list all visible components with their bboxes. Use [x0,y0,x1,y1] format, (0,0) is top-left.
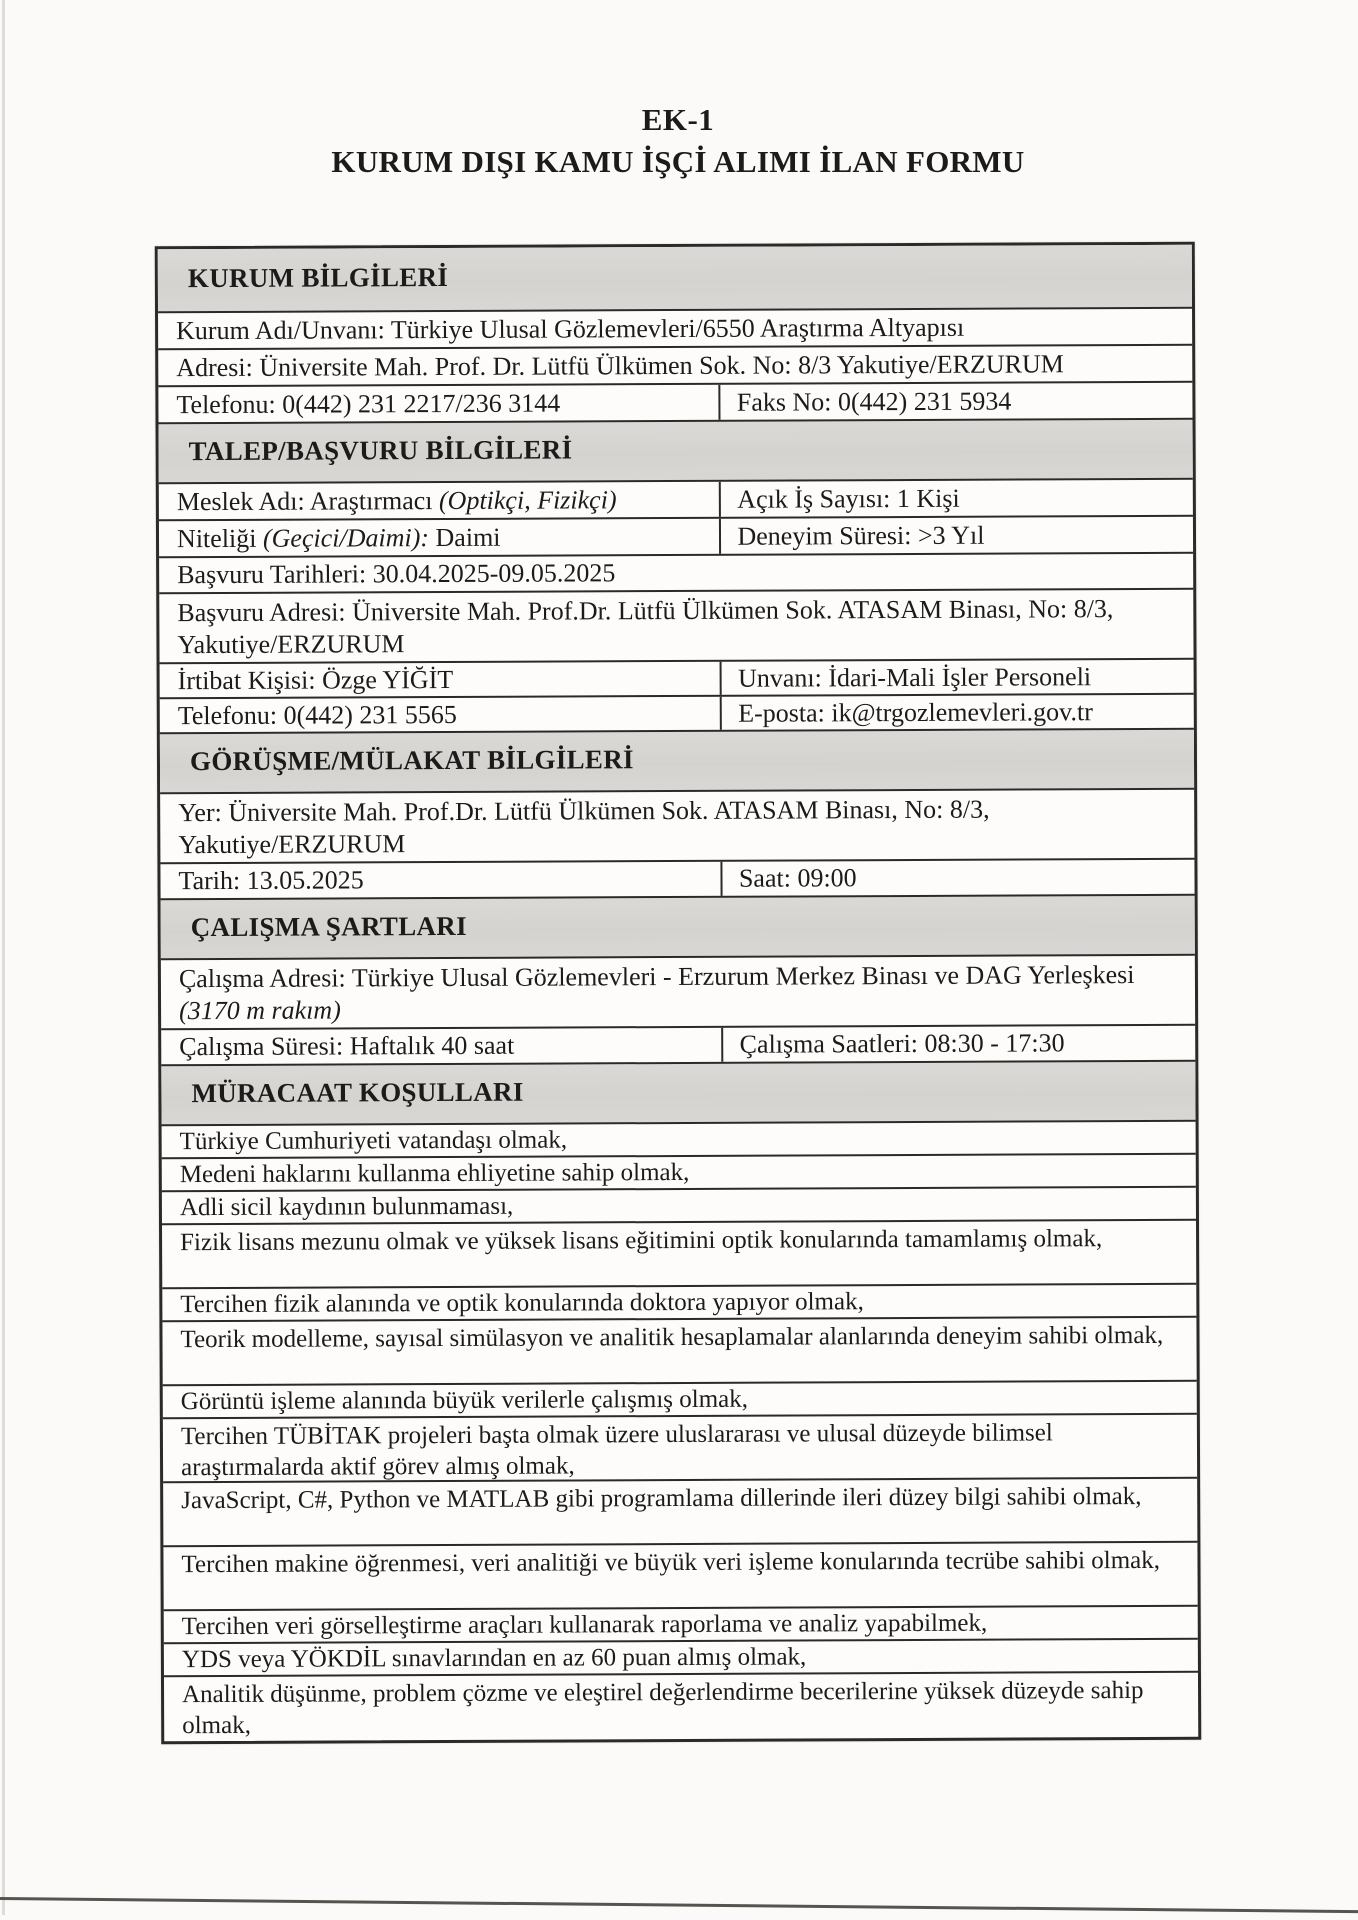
field-gorusme-saat [721,860,1195,896]
condition-1-text: Türkiye Cumhuriyeti vatandaşı olmak, [179,1125,568,1155]
section-header-kurum-bilgileri [158,245,1192,312]
condition-row-8 [163,1413,1197,1482]
row-kurum-telefon-faks [158,381,1192,423]
field-calisma-suresi [161,1028,722,1064]
condition-2-text: Medeni haklarını kullanma ehliyetine sahip olmak, [179,1158,690,1188]
field-basvuru-tarihleri [159,554,1193,593]
condition-9-text: JavaScript, C#, Python ve MATLAB gibi programlama dillerinde ileri düzey bilgi sahibi olmak, [181,1482,1142,1515]
row-basvuru-tarihleri [159,552,1193,593]
section-title: KURUM BİLGİLERİ [187,261,449,293]
condition-13-text: Analitik düşünme, problem çözme ve eleştirel değerlendirme becerilerine yüksek düzeyde sahip olmak, [181,1676,1144,1740]
field-unvani-text: Unvanı: İdari-Mali İşler Personeli [737,661,1092,693]
field-basvuru-adresi [159,590,1193,663]
row-calisma-adresi [161,954,1195,1029]
condition-row-7 [163,1380,1197,1418]
condition-4-text: Fizik lisans mezunu olmak ve yüksek lisans eğitimini optik konularında tamamlamış olmak, [180,1225,1103,1257]
condition-12-text: YDS veya YÖKDİL sınavlarından en az 60 puan almış olmak, [181,1642,807,1673]
row-kurum-adres [158,344,1192,386]
field-kurum-adres-text: Adresi: Üniversite Mah. Prof. Dr. Lütfü Ülkümen Sok. No: 8/3 Yakutiye/ERZURUM [176,348,1064,382]
row-irtibat-unvan [160,658,1194,698]
scan-edge-artifact [2,0,5,1915]
condition-1 [162,1122,1196,1158]
row-basvuru-adresi [159,588,1193,663]
row-tarih-saat [160,858,1194,899]
section-header-calisma-sartlari [161,894,1195,959]
field-kurum-adi-text: Kurum Adı/Unvanı: Türkiye Ulusal Gözlemevleri/6550 Araştırma Altyapısı [176,312,965,345]
row-kurum-adi [158,307,1192,349]
condition-7 [163,1382,1197,1418]
field-eposta-text: E-posta: ik@trgozlemevleri.gov.tr [738,696,1093,728]
condition-5-text: Tercihen fizik alanında ve optik konularında doktora yapıyor olmak, [180,1287,864,1318]
field-basvuru-adresi-text: Başvuru Adresi: Üniversite Mah. Prof.Dr. Lütfü Ülkümen Sok. ATASAM Binası, No: 8/3, Yakutiye/ERZURUM [177,594,1114,660]
document-header [158,102,1198,180]
field-kurum-adi [158,309,1192,349]
field-kurum-adres [158,346,1192,386]
condition-10 [163,1543,1197,1610]
document-subtitle: KURUM DIŞI KAMU İŞÇİ ALIMI İLAN FORMU [331,144,1025,179]
field-talep-telefon-text: Telefonu: 0(442) 231 5565 [177,699,457,730]
scan-bottom-line-artifact [0,1897,1358,1913]
section-header-gorusme-mulakat [160,728,1194,793]
section-title: ÇALIŞMA ŞARTLARI [190,910,467,942]
condition-row-10 [163,1541,1197,1610]
condition-8 [163,1415,1197,1482]
condition-row-9 [163,1477,1197,1546]
condition-5 [162,1285,1196,1321]
field-meslek-adi-text: Meslek Adı: Araştırmacı (Optikçi, Fizikçi) [176,484,617,516]
condition-9 [163,1479,1197,1546]
section-title: GÖRÜŞME/MÜLAKAT BİLGİLERİ [189,743,634,776]
condition-row-5 [162,1283,1196,1321]
condition-2 [162,1155,1196,1191]
field-calisma-adresi [161,956,1195,1029]
field-gorusme-tarih [160,862,721,898]
field-kurum-faks [719,383,1193,420]
row-calisma-sure-saat [161,1024,1195,1065]
condition-row-2 [162,1153,1196,1191]
condition-row-13 [164,1671,1198,1742]
condition-6-text: Teorik modelleme, sayısal simülasyon ve analitik hesaplamalar alanlarında deneyim sahibi olmak, [180,1321,1164,1354]
form-table [155,242,1202,1745]
section-header-muracaat-kosullari [161,1060,1195,1125]
field-calisma-saatleri-text: Çalışma Saatleri: 08:30 - 17:30 [739,1028,1065,1059]
field-eposta [720,695,1194,730]
condition-row-4 [162,1219,1196,1288]
field-gorusme-yer [160,790,1194,863]
field-gorusme-yer-text: Yer: Üniversite Mah. Prof.Dr. Lütfü Ülkümen Sok. ATASAM Binası, No: 8/3, Yakutiye/ERZURUM [178,794,990,860]
field-talep-telefon [160,697,721,732]
condition-12 [164,1640,1198,1676]
condition-6 [162,1318,1196,1385]
field-gorusme-tarih-text: Tarih: 13.05.2025 [178,865,364,896]
field-irtibat-text: İrtibat Kişisi: Özge YİĞİT [177,664,454,695]
row-nitelik-deneyim [159,515,1193,557]
condition-row-12 [164,1638,1198,1676]
field-irtibat-kisisi [160,662,721,697]
condition-3-text: Adli sicil kaydının bulunmaması, [179,1192,514,1221]
section-title: TALEP/BAŞVURU BİLGİLERİ [188,433,573,466]
field-kurum-faks-text: Faks No: 0(442) 231 5934 [736,386,1012,417]
field-unvani [720,660,1194,695]
condition-7-text: Görüntü işleme alanında büyük verilerle çalışmış olmak, [180,1385,749,1415]
document-title: EK-1 [641,102,715,137]
condition-8-text: Tercihen TÜBİTAK projeleri başta olmak üzere uluslararası ve ulusal düzeyde bilimsel araştırmalarda aktif görev almış olmak, [180,1419,1053,1482]
condition-11-text: Tercihen veri görselleştirme araçları kullanarak raporlama ve analiz yapabilmek, [181,1609,988,1640]
condition-11 [164,1607,1198,1643]
field-meslek-adi [159,482,720,519]
field-basvuru-tarihleri-text: Başvuru Tarihleri: 30.04.2025-09.05.2025 [177,558,616,590]
field-calisma-adresi-text: Çalışma Adresi: Türkiye Ulusal Gözlemevleri - Erzurum Merkez Binası ve DAG Yerleşkesi (3170 m rakım) [178,960,1135,1026]
field-kurum-telefon-text: Telefonu: 0(442) 231 2217/236 3144 [176,388,561,419]
field-deneyim-text: Deneyim Süresi: >3 Yıl [737,520,985,551]
condition-10-text: Tercihen makine öğrenmesi, veri analitiği ve büyük veri işleme konularında tecrübe sahibi olmak, [181,1546,1161,1579]
condition-row-3 [162,1186,1196,1224]
section-title: MÜRACAAT KOŞULLARI [191,1076,524,1108]
row-meslek-acik-is [159,478,1193,520]
row-gorusme-yer [160,788,1194,863]
field-kurum-telefon [158,385,719,422]
field-acik-is-text: Açık İş Sayısı: 1 Kişi [737,483,960,514]
row-telefon-eposta [160,693,1194,733]
condition-row-1 [162,1120,1196,1158]
field-calisma-suresi-text: Çalışma Süresi: Haftalık 40 saat [179,1030,515,1062]
field-niteligi [159,519,720,556]
field-deneyim-suresi [719,517,1193,554]
field-acik-is-sayisi [719,480,1193,517]
field-gorusme-saat-text: Saat: 09:00 [738,863,857,893]
condition-13 [164,1673,1198,1742]
condition-4 [162,1221,1196,1288]
condition-3 [162,1188,1196,1224]
condition-row-11 [164,1605,1198,1643]
condition-row-6 [162,1316,1196,1385]
field-calisma-saatleri [722,1026,1196,1062]
field-niteligi-text: Niteliği (Geçici/Daimi): Daimi [176,522,501,553]
section-header-talep-basvuru [159,418,1193,483]
